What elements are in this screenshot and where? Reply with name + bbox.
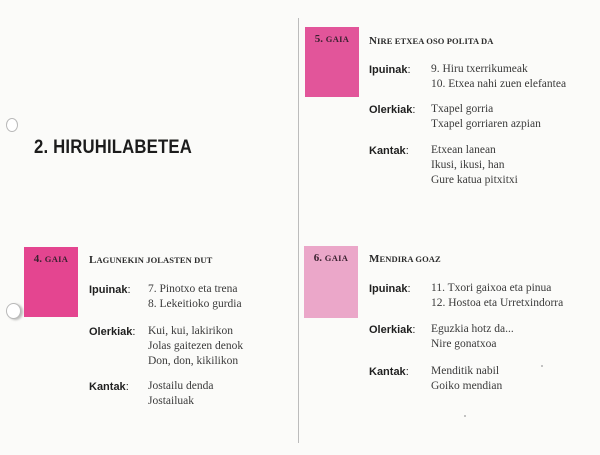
- unit-5-badge-word: GAIA: [325, 34, 350, 44]
- unit-5-title-initial: N: [369, 35, 378, 47]
- unit-4-kantak-list: [148, 379, 213, 409]
- unit-4-olerkiak-label-text: Olerkiak: [89, 326, 133, 338]
- unit-5-title-rest: IRE ETXEA OSO POLITA DA: [377, 36, 494, 46]
- unit-6-kantak-label-text: Kantak: [369, 366, 406, 378]
- unit-6-title-rest: ENDIRA GOAZ: [379, 254, 441, 264]
- binder-hole-bottom: [6, 303, 21, 319]
- unit-5-title: [369, 35, 494, 47]
- unit-4-ipuinak-label-text: Ipuinak: [89, 284, 128, 296]
- unit-6-badge-word: GAIA: [324, 253, 349, 263]
- unit-4-title-initial: L: [89, 254, 97, 266]
- list-item: 9. Hiru txerrikumeak: [431, 63, 528, 75]
- list-item: Txapel gorriaren azpian: [431, 118, 541, 130]
- paper-speck: [541, 365, 543, 367]
- unit-6-ipuinak-list: [431, 281, 563, 311]
- unit-4-olerkiak-label: Olerkiak:: [89, 326, 136, 338]
- unit-4-ipuinak-label: Ipuinak:: [89, 284, 131, 296]
- chapter-title: 2. HIRUHILABETEA: [34, 137, 192, 158]
- unit-5-olerkiak-label-text: Olerkiak: [369, 104, 413, 116]
- unit-6-ipuinak-label: Ipuinak:: [369, 283, 411, 295]
- unit-6-olerkiak-list: [431, 322, 514, 352]
- unit-5-olerkiak-list: [431, 102, 541, 132]
- unit-5-ipuinak-list: [431, 62, 566, 92]
- binder-hole-top: [6, 118, 18, 132]
- unit-5-kantak-label: Kantak:: [369, 145, 409, 157]
- list-item: Etxean lanean: [431, 144, 496, 156]
- unit-5-badge-number: 5.: [314, 33, 324, 45]
- list-item: Jostailu denda: [148, 380, 214, 392]
- list-item: Eguzkia hotz da...: [431, 323, 514, 335]
- unit-6-badge: [304, 246, 358, 318]
- paper-speck: [464, 415, 466, 417]
- unit-6-kantak-label: Kantak:: [369, 366, 409, 378]
- unit-5-badge: [305, 27, 359, 97]
- unit-6-badge-number: 6.: [313, 252, 323, 264]
- unit-5-kantak-label-text: Kantak: [369, 145, 406, 157]
- unit-6-olerkiak-label-text: Olerkiak: [369, 324, 413, 336]
- unit-6-olerkiak-label: Olerkiak:: [369, 324, 416, 336]
- unit-4-olerkiak-list: [148, 324, 243, 369]
- list-item: Jolas gaitezen denok: [148, 340, 244, 352]
- unit-6-kantak-list: [431, 364, 502, 394]
- page-divider: [298, 18, 299, 443]
- unit-4-ipuinak-list: [148, 282, 242, 312]
- unit-6-title-initial: M: [369, 253, 380, 265]
- list-item: 7. Pinotxo eta trena: [148, 283, 238, 295]
- unit-5-kantak-list: [431, 143, 518, 188]
- list-item: Txapel gorria: [431, 103, 494, 115]
- unit-4-badge-number: 4.: [33, 253, 43, 265]
- unit-6-title: [369, 253, 441, 265]
- list-item: Menditik nabil: [431, 365, 500, 377]
- unit-4-kantak-label-text: Kantak: [89, 381, 126, 393]
- unit-4-badge-word: GAIA: [44, 254, 69, 264]
- list-item: Nire gonatxoa: [431, 338, 497, 350]
- unit-5-olerkiak-label: Olerkiak:: [369, 104, 416, 116]
- unit-4-title: [89, 254, 212, 266]
- list-item: 11. Txori gaixoa eta pinua: [431, 282, 552, 294]
- unit-5-ipuinak-label-text: Ipuinak: [369, 64, 408, 76]
- list-item: Don, don, kikilikon: [148, 355, 239, 367]
- list-item: Kui, kui, lakirikon: [148, 325, 233, 337]
- list-item: 8. Lekeitioko gurdia: [148, 298, 242, 310]
- unit-4-title-rest: AGUNEKIN JOLASTEN DUT: [96, 255, 213, 265]
- unit-6-ipuinak-label-text: Ipuinak: [369, 283, 408, 295]
- list-item: 10. Etxea nahi zuen elefantea: [431, 78, 567, 90]
- unit-4-kantak-label: Kantak:: [89, 381, 129, 393]
- unit-4-badge: [24, 247, 78, 317]
- list-item: 12. Hostoa eta Urretxindorra: [431, 297, 564, 309]
- list-item: Goiko mendian: [431, 380, 503, 392]
- list-item: Gure katua pitxitxi: [431, 174, 518, 186]
- list-item: Ikusi, ikusi, han: [431, 159, 505, 171]
- unit-5-ipuinak-label: Ipuinak:: [369, 64, 411, 76]
- list-item: Jostailuak: [148, 395, 194, 407]
